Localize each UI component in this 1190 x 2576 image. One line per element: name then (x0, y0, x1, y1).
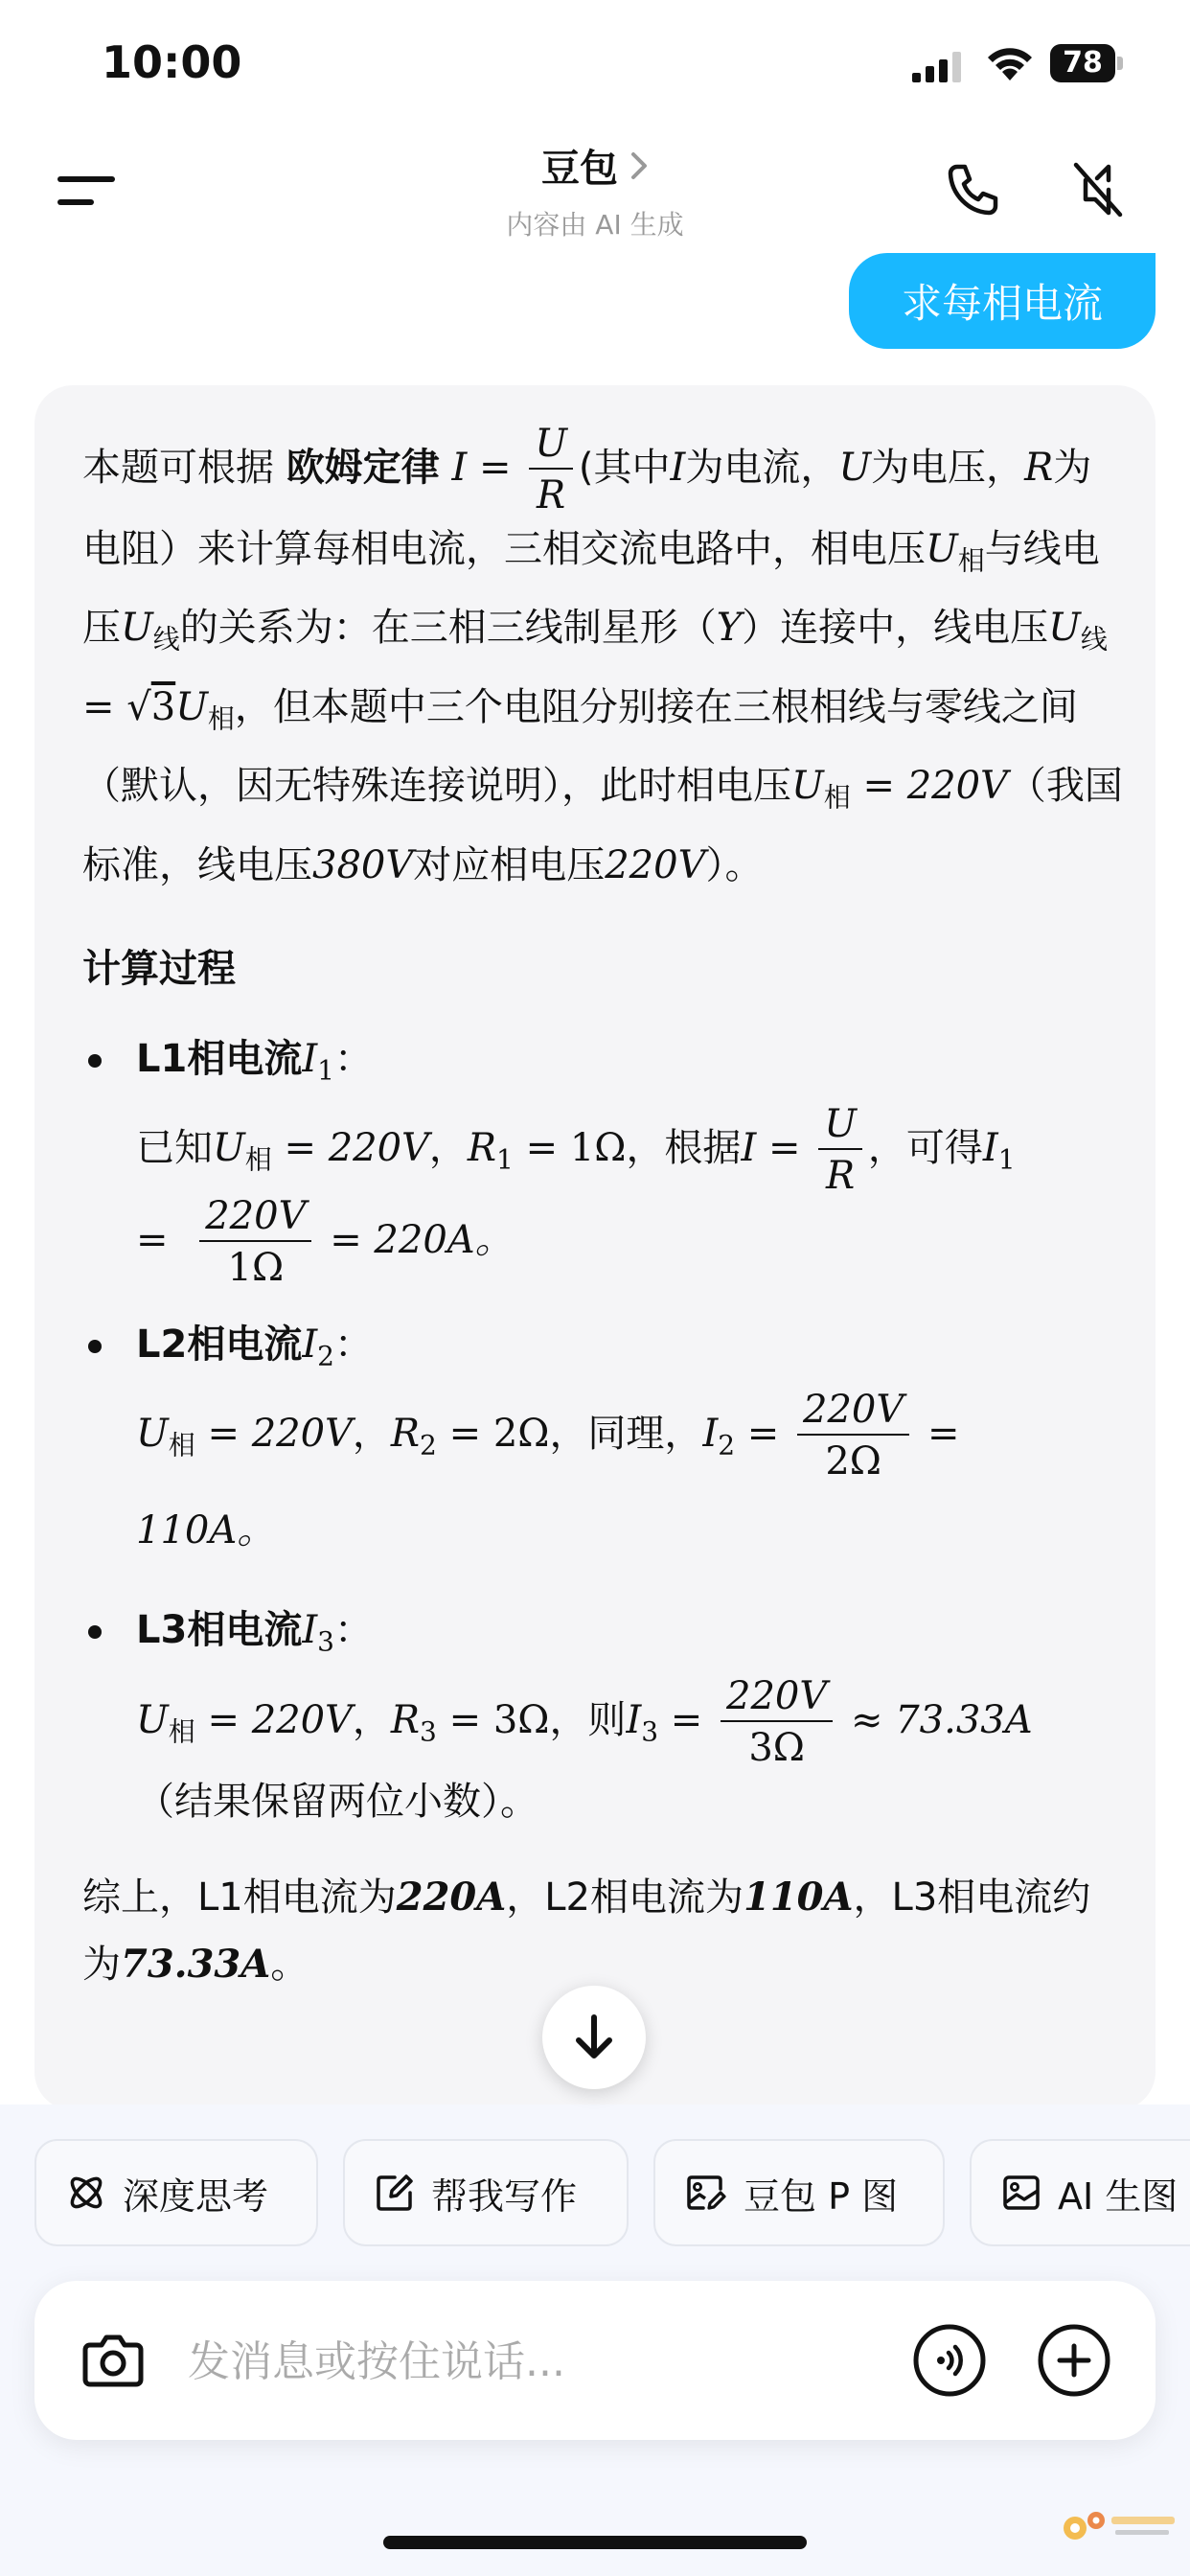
camera-icon[interactable] (79, 2326, 148, 2395)
status-bar (0, 0, 1190, 125)
mute-speaker-icon[interactable] (1068, 159, 1126, 220)
home-indicator (383, 2536, 807, 2549)
signal-icon (912, 52, 962, 82)
chip-image-edit[interactable]: 豆包 P 图 (653, 2139, 945, 2246)
quick-actions (34, 2139, 1190, 2246)
watermark-logo (1058, 2505, 1182, 2547)
section-title: 计算过程 (82, 946, 236, 991)
image-edit-icon (684, 2172, 728, 2214)
battery-level: 78 (1050, 44, 1115, 82)
scroll-to-bottom-button[interactable] (542, 1986, 646, 2089)
list-item: L1相电流$I_1$： 已知$U_相 = 220V$，$R_1 = 1\Omega$，根据I = $\frac{U}{R}$ ，可得$I_1$ = $\frac{220V}{1\Omega}$ = 220A。 (82, 1025, 1127, 1288)
phone-icon[interactable] (944, 161, 1001, 218)
page-subtitle: 内容由 AI 生成 (506, 209, 684, 241)
atom-icon (65, 2172, 107, 2214)
law-name: 欧姆定律 (286, 446, 440, 490)
status-time: 10:00 (102, 36, 242, 88)
formula-fraction: $\frac{U}{R}$ (529, 424, 573, 516)
message-composer (34, 2281, 1156, 2440)
answer-intro: 本题可根据 欧姆定律 I = $\frac{U}{R}$ (其中I为电流，U为电压，R为电阻）来计算每相电流，三相交流电路中，相电压$U_相$与线电压$U_线$的关系为：在三相三线制星形（Y）连接中，线电压$U_线 = √3U_相$，但本题中三个电阻分别接在三根相线与零线之间（默认，因无特殊连接说明），此时相电压$U_相 = 220V$（我国标准，线电压380V对应相电压220V）。 (82, 422, 1123, 887)
header-title-block[interactable] (0, 138, 1190, 242)
chip-deep-thinking[interactable]: 深度思考 (34, 2139, 318, 2246)
chip-help-write[interactable]: 帮我写作 (343, 2139, 629, 2246)
wifi-icon (985, 44, 1035, 82)
page-title: 豆包 (541, 147, 618, 191)
chevron-right-icon (629, 151, 649, 180)
message-input[interactable] (188, 2327, 858, 2396)
list-item: L3相电流$I_3$： $U_相 = 220V$，$R_3 = 3\Omega$，则$I_3$ = $\frac{220V}{3\Omega}$ ≈ 73.33A （结果保留两位小数）。 (82, 1597, 1127, 1834)
edit-icon (374, 2172, 416, 2214)
answer-conclusion: 综上，L1相电流为220A，L2相电流为110A，L3相电流约为73.33A。 (82, 1874, 1091, 1987)
voice-input-icon[interactable] (912, 2323, 987, 2398)
battery-icon (1050, 44, 1123, 82)
ai-answer-card (34, 385, 1156, 2110)
user-message-bubble: 求每相电流 (849, 253, 1156, 349)
list-item: L2相电流$I_2$： $U_相 = 220V$，$R_2 = 2\Omega$，同理，$I_2$ = $\frac{220V}{2\Omega}$ = 110A。 (82, 1311, 1127, 1564)
chat-header (0, 125, 1190, 259)
plus-icon[interactable] (1037, 2323, 1111, 2398)
chip-ai-image[interactable]: AI 生图 (970, 2139, 1190, 2246)
arrow-down-icon (572, 2013, 616, 2061)
image-icon (1000, 2172, 1042, 2214)
